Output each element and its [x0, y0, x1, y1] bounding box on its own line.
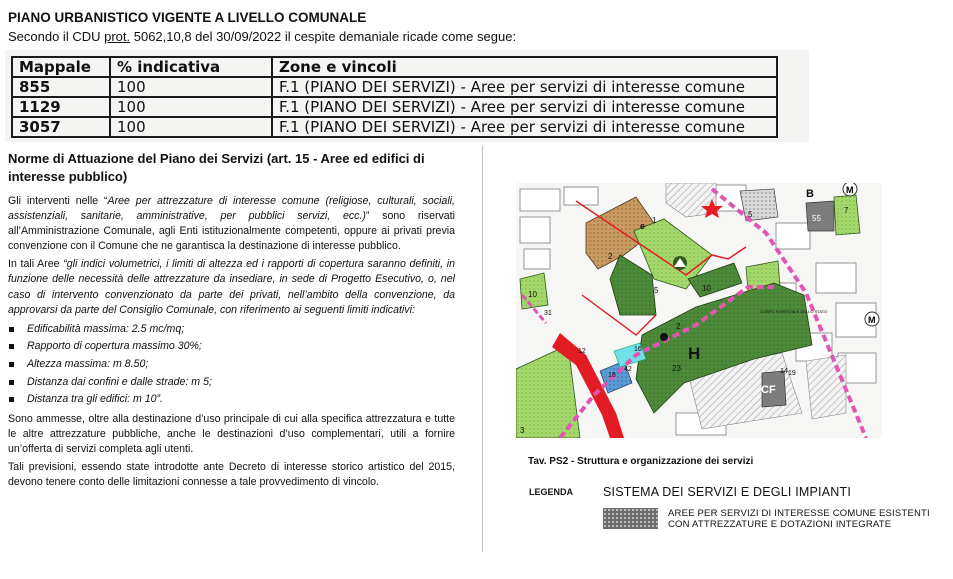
list-item: Distanza dai confini e dalle strade: m 5;: [8, 374, 455, 392]
map-label-B: B: [806, 188, 814, 200]
table-row: [12, 97, 777, 117]
map-label-10: 10: [528, 290, 537, 299]
legend-label: LEGENDA: [529, 487, 574, 497]
table-header-row: [12, 57, 777, 77]
map-label-10: 10: [702, 284, 711, 293]
norme-paragraph: [8, 257, 455, 317]
map-label-3: 3: [520, 426, 525, 435]
light-green-zone: [834, 195, 860, 235]
map-label-23: 23: [672, 364, 681, 373]
legend-title: SISTEMA DEI SERVIZI E DEGLI IMPIANTI: [603, 485, 851, 499]
cell-zone: F.1 (PIANO DEI SERVIZI) - Aree per servizi di interesse comune: [272, 117, 777, 137]
limits-list: [8, 321, 455, 409]
norme-paragraph: Tali previsioni, essendo state introdotte ante Decreto di interesse storico artistico del 2015, devono tenere conto delle limitazioni connesse a tale provvedimento di vincolo.: [8, 461, 455, 489]
list-item: Edificabilità massima: 2.5 mc/mq;: [8, 321, 455, 339]
cell-mappale: 1129: [12, 97, 110, 117]
table-row: [12, 77, 777, 97]
gray-service-zone: [740, 189, 778, 221]
cell-zone: F.1 (PIANO DEI SERVIZI) - Aree per servizi di interesse comune: [272, 77, 777, 97]
map-label-55: 55: [812, 214, 821, 223]
cell-zone: F.1 (PIANO DEI SERVIZI) - Aree per servizi di interesse comune: [272, 97, 777, 117]
norme-body: [8, 194, 455, 493]
p1-pre: Gli interventi nelle “: [8, 195, 108, 207]
cell-mappale: 855: [12, 77, 110, 97]
cell-percent: 100: [110, 117, 272, 137]
norme-paragraph: Sono ammesse, oltre alla destinazione d’uso principale di cui alla specifica attrezzatura e tutte le altre attrezzature pubbliche, anche le destinazioni d’uso complementari, utili a fornire un’offerta di servizi completa agli utenti.: [8, 412, 455, 455]
map-label-2: 2: [676, 322, 681, 331]
page-title: PIANO URBANISTICO VIGENTE A LIVELLO COMUNALE: [8, 10, 367, 25]
norme-title: Norme di Attuazione del Piano dei Servizi (art. 15 - Aree ed edifici di interesse pubblico): [8, 151, 425, 184]
map-label-16: 16: [634, 346, 642, 353]
legend-line: AREE PER SERVIZI DI INTERESSE COMUNE ESISTENTI: [668, 508, 930, 519]
planning-map: [516, 183, 882, 438]
map-label-CF: CF: [761, 384, 776, 396]
cdu-table: [11, 56, 778, 138]
map-label-M: M: [868, 315, 876, 325]
map-label-2: 2: [608, 252, 613, 261]
norme-paragraph: [8, 194, 455, 254]
map-label-42: 42: [624, 366, 632, 373]
column-divider: [482, 146, 483, 552]
list-item: Altezza massima: m 8.50;: [8, 356, 455, 374]
map-label-14: 14: [780, 368, 788, 375]
p1-post: ” sono riservati all’Amministrazione Comunale, agli Enti istituzionalmente competenti, oppure ai privati previa convenzione con il Comune che ne garantisca la destinazione di interesse pubblico.: [8, 210, 455, 253]
cell-percent: 100: [110, 77, 272, 97]
table-row: [12, 117, 777, 137]
page-subtitle: [8, 29, 516, 44]
map-label-12: 12: [578, 348, 586, 355]
legend-line: CON ATTREZZATURE E DOTAZIONI INTEGRATE: [668, 519, 892, 530]
map-label-7: 7: [844, 206, 849, 215]
hatched-zone: [806, 355, 846, 419]
map-label-19: 19: [788, 370, 796, 377]
subtitle-pre: Secondo il CDU: [8, 29, 105, 44]
legend-swatch: [603, 508, 658, 529]
p1-italic: Aree per attrezzature di interesse comune (religiose, culturali, sociali, assistenziali, sanitarie, amministrative, per pubblici servizi, ecc.): [8, 195, 455, 223]
map-label-1: 1: [652, 216, 657, 225]
half-circle-icon: [660, 333, 668, 341]
map-label-e: e: [640, 221, 646, 231]
legend-text: [668, 508, 930, 530]
map-label-forestale: CORPO FORESTALE DELLO STATO: [760, 309, 828, 314]
map-label-H: H: [688, 344, 701, 363]
p2-pre: In tali Aree: [8, 258, 64, 271]
subtitle-post: 5062,10,8 del 30/09/2022 il cespite demaniale ricade come segue:: [130, 29, 517, 44]
map-label-M: M: [846, 185, 854, 195]
list-item: Distanza tra gli edifici: m 10”.: [8, 391, 455, 409]
map-label-5: 5: [654, 286, 659, 295]
list-item: Rapporto di copertura massimo 30%;: [8, 338, 455, 356]
subtitle-prot: prot.: [104, 29, 131, 44]
map-label-31: 31: [544, 310, 552, 317]
cell-mappale: 3057: [12, 117, 110, 137]
map-label-18: 18: [608, 372, 616, 379]
map-label-5: 5: [748, 210, 753, 219]
map-caption: Tav. PS2 - Struttura e organizzazione dei servizi: [528, 456, 754, 467]
column-header-percent: % indicativa: [110, 57, 272, 77]
cell-percent: 100: [110, 97, 272, 117]
p2-italic: “gli indici volumetrici, i limiti di altezza ed i rapporti di copertura saranno definiti, in funzione delle necessità delle attrezzature da insediare, in sede di Progetto Esecutivo, o, nel caso di intervento convenzionato da parte dei privati, nell’ambito della convenzione, da approvarsi da parte del Consiglio Comunale, con riferimento ai seguenti limiti indicativi:: [8, 258, 455, 316]
column-header-mappale: Mappale: [12, 57, 110, 77]
column-header-zone: Zone e vincoli: [272, 57, 777, 77]
